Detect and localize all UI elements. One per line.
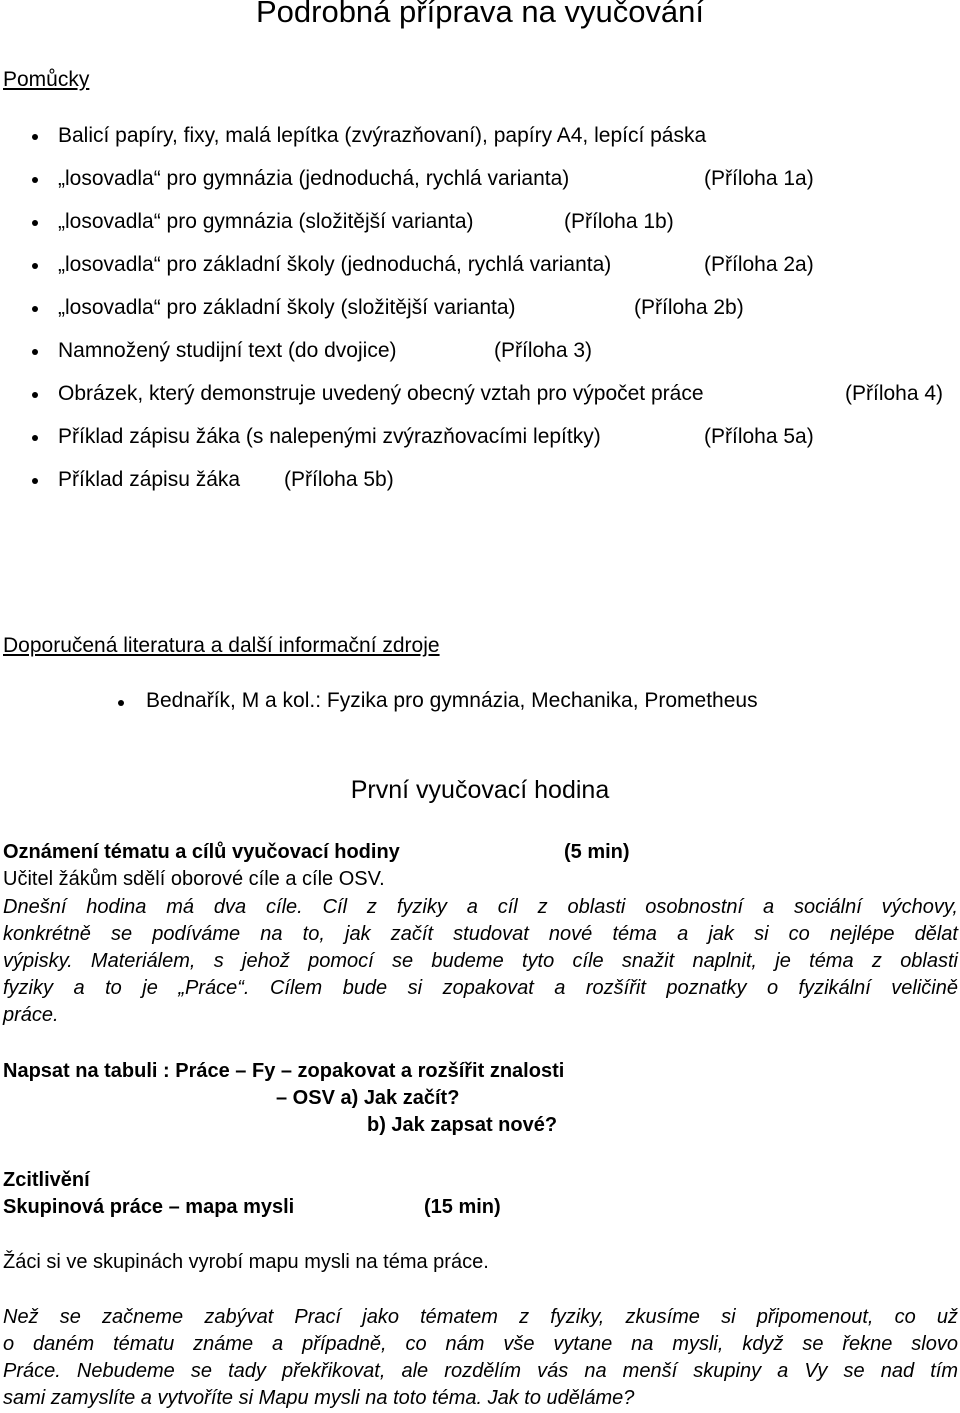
group-work-label: Skupinová práce – mapa mysli (3, 1196, 295, 1218)
bullet-icon (32, 435, 38, 441)
section-heading-literatura: Doporučená literatura a další informační zdroje (3, 634, 440, 657)
intro-paragraph (3, 1304, 958, 1412)
zcitliveni-heading: Zcitlivění (3, 1169, 90, 1191)
list-item-ref: (Příloha 2a) (704, 253, 814, 276)
section-heading-pomucky: Pomůcky (3, 68, 90, 91)
list-item-text: „losovadla“ pro základní školy (jednoduchá, rychlá varianta) (58, 253, 612, 276)
list-item-ref: (Příloha 5b) (284, 468, 394, 491)
group-work-time: (15 min) (424, 1196, 501, 1218)
list-item-text: Příklad zápisu žáka (s nalepenými zvýrazňovacími lepítky) (58, 425, 601, 448)
bullet-icon (32, 263, 38, 269)
paragraph-line: fyziky a to je „Práce“. Cílem bude si zopakovat a rozšířit poznatky o fyzikální veličině (3, 977, 958, 999)
list-item-text: „losovadla“ pro gymnázia (složitější varianta) (58, 210, 474, 233)
bullet-icon (32, 134, 38, 140)
bullet-icon (32, 478, 38, 484)
paragraph-line: o daném tématu známe a případně, co nám vše vytane na mysli, když se řekne slovo (3, 1333, 958, 1355)
paragraph-line: výpisky. Materiálem, s jehož pomocí se budeme tyto cíle snažit naplnit, je téma z oblasti (3, 950, 958, 972)
lesson-heading: První vyučovací hodina (350, 776, 610, 804)
list-item-text: Balicí papíry, fixy, malá lepítka (zvýrazňovaní), papíry A4, lepící páska (58, 124, 707, 147)
bullet-icon (32, 349, 38, 355)
goals-paragraph (3, 894, 958, 1029)
paragraph-line: sami zamyslíte a vytvoříte si Mapu mysli na toto téma. Jak to uděláme? (3, 1387, 635, 1409)
paragraph-line: práce. (3, 1004, 59, 1026)
list-item-text: Obrázek, který demonstruje uvedený obecný vztah pro výpočet práce (58, 382, 704, 405)
list-item-ref: (Příloha 1b) (564, 210, 674, 233)
announcement-text: Učitel žákům sdělí oborové cíle a cíle OSV. (3, 868, 385, 890)
bullet-icon (32, 177, 38, 183)
board-line-2: – OSV a) Jak začít? (276, 1087, 460, 1109)
paragraph-line: Práce. Nebudeme se tady překřikovat, ale rozdělím vás na menší skupiny a Vy se nad tím (3, 1360, 958, 1382)
bullet-icon (32, 306, 38, 312)
announcement-time: (5 min) (564, 841, 630, 863)
list-item-text: „losovadla“ pro gymnázia (jednoduchá, rychlá varianta) (58, 167, 570, 190)
announcement-label: Oznámení tématu a cílů vyučovací hodiny (3, 841, 400, 863)
list-item-ref: (Příloha 3) (494, 339, 593, 362)
list-item-ref: (Příloha 1a) (704, 167, 814, 190)
page-title: Podrobná příprava na vyučování (255, 0, 705, 29)
board-line-3: b) Jak zapsat nové? (367, 1114, 558, 1136)
bullet-icon (32, 220, 38, 226)
bullet-icon (118, 700, 124, 706)
list-item-text: „losovadla“ pro základní školy (složitější varianta) (58, 296, 516, 319)
list-item-ref: (Příloha 2b) (634, 296, 744, 319)
list-item-ref: (Příloha 5a) (704, 425, 814, 448)
paragraph-line: konkrétně se podíváme na to, jak začít studovat nové téma a jak si co nejlépe dělat (3, 923, 958, 945)
bullet-icon (32, 392, 38, 398)
paragraph-line: Než se začneme zabývat Prací jako tématem z fyziky, zkusíme si připomenout, co už (3, 1306, 958, 1328)
list-item-ref: (Příloha 4) (845, 382, 944, 405)
group-work-text: Žáci si ve skupinách vyrobí mapu mysli na téma práce. (3, 1251, 489, 1273)
list-item-text: Namnožený studijní text (do dvojice) (58, 339, 397, 362)
board-line-1: Napsat na tabuli : Práce – Fy – zopakovat a rozšířit znalosti (3, 1060, 565, 1082)
paragraph-line: Dnešní hodina má dva cíle. Cíl z fyziky a cíl z oblasti osobnostní a sociální výchovy, (3, 896, 958, 918)
list-item-text: Bednařík, M a kol.: Fyzika pro gymnázia, Mechanika, Prometheus (146, 689, 758, 712)
list-item-text: Příklad zápisu žáka (58, 468, 241, 491)
